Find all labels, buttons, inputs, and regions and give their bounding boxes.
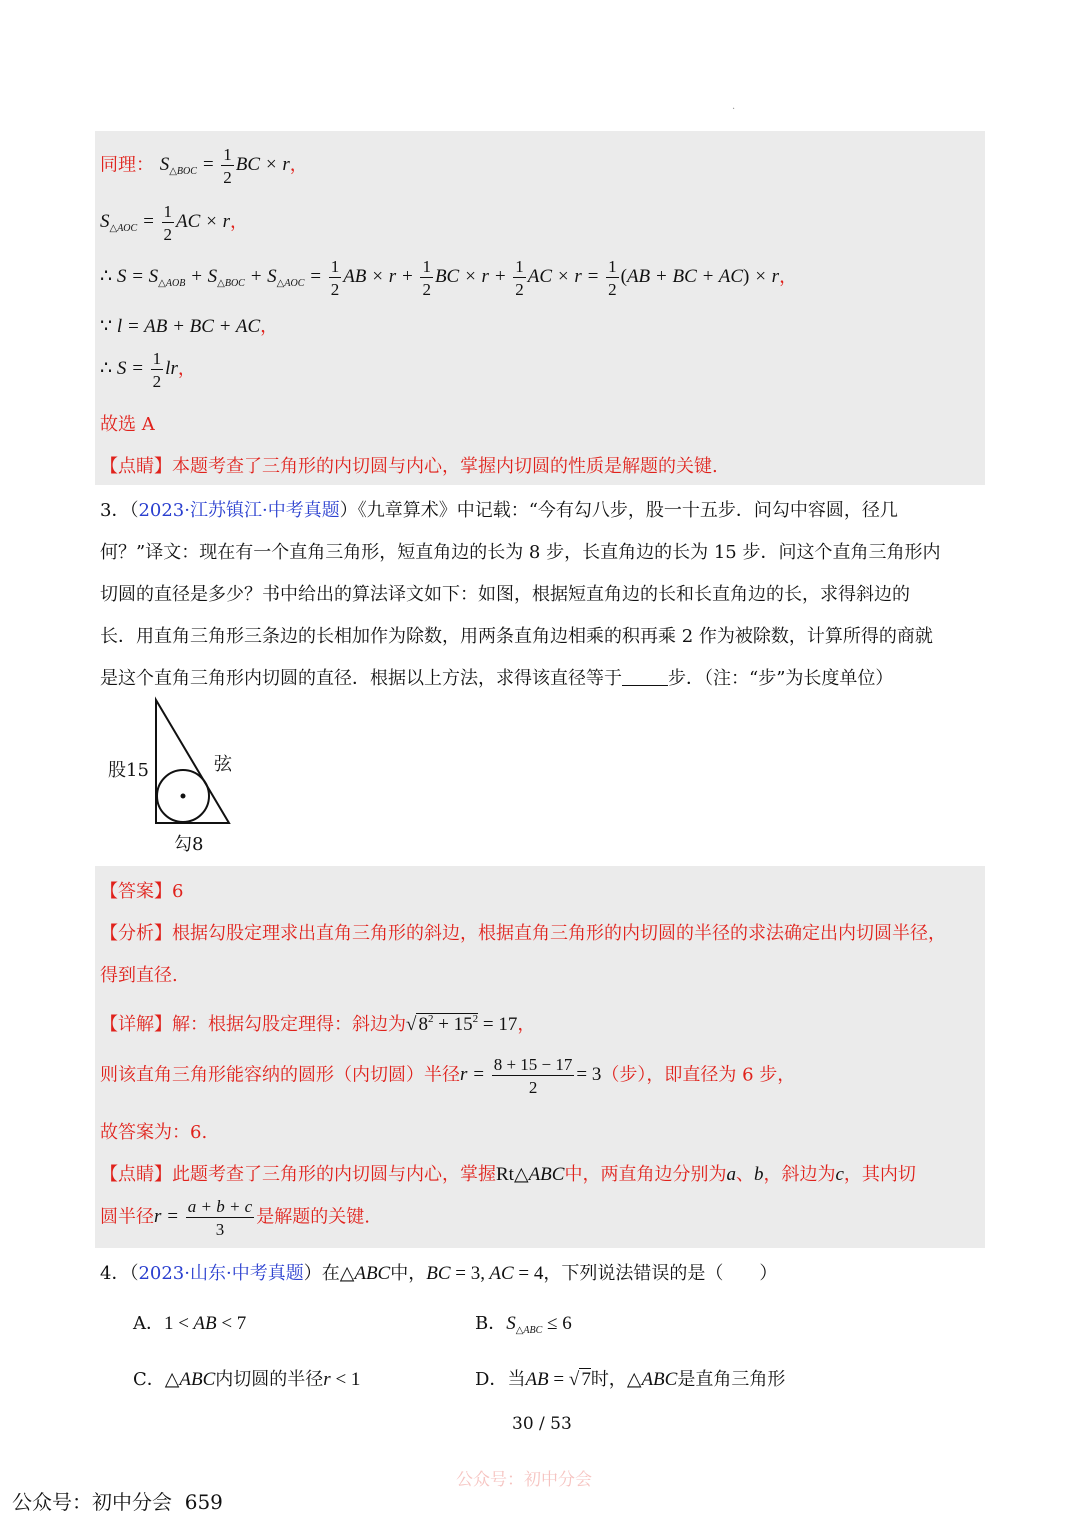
q3-line-3: 切圆的直径是多少？书中给出的算法译文如下：如图，根据短直角边的长和长直角边的长，求得斜边的 — [100, 584, 910, 605]
q4-option-c[interactable]: C．△ABC内切圆的半径r < 1 — [133, 1369, 361, 1390]
line-same-reason: 同理： $S_{\triangle BOC}$ = $\frac{1}{2}$ BC × r， — [100, 145, 308, 187]
hypotenuse-label: 弦 — [214, 754, 232, 775]
incircle-center — [181, 794, 186, 799]
q4-option-b[interactable]: B．$S_{\triangle ABC} \le 6$ — [475, 1313, 572, 1336]
triangle-figure — [100, 690, 260, 860]
analysis-line-1: 【分析】根据勾股定理求出直角三角形的斜边，根据直角三角形的内切圆的半径的求法确定出内切圆半径， — [100, 923, 946, 944]
detail-line-3: 故答案为：6. — [100, 1122, 208, 1143]
detail-line-2: 则该直角三角形能容纳的圆形（内切圆）半径r = $\frac{8 + 15 - 17}{2}$ = 3（步），即直径为 6 步， — [100, 1055, 796, 1097]
line-s-sum: ∴ $S = S_{\triangle AOB} + S_{\triangle BOC} + S_{\triangle AOC}$ = $\frac{1}{2}$ AB × r + $\frac{1}{2}$ BC × r + $\frac{1}{2}$ AC × r = $\frac{1}{2}$ (AB + BC + AC) × r， — [100, 257, 798, 299]
answer-blank — [622, 669, 668, 686]
watermark: 公众号：初中分会 — [456, 1470, 592, 1490]
answer-line: 【答案】6 — [100, 881, 184, 902]
base-label: 勾8 — [174, 834, 204, 855]
q3-line-4: 长．用直角三角形三条边的长相加作为除数，用两条直角边相乘的积再乘 2 作为被除数，计算所得的商就 — [100, 626, 933, 647]
page-number: 30 / 53 — [512, 1414, 572, 1434]
line-choose-a: 故选 A — [100, 414, 155, 435]
line-s-aoc: $S_{\triangle AOC}$ = $\frac{1}{2}$ AC × r， — [100, 202, 249, 244]
point-line-1: 【点睛】此题考查了三角形的内切圆与内心，掌握Rt△ABC中，两直角边分别为a、b，斜边为c，其内切 — [100, 1164, 916, 1185]
line-s-half-lr: ∴ S = $\frac{1}{2}$ lr， — [100, 349, 196, 391]
q4-option-a[interactable]: A．1 < AB < 7 — [133, 1313, 247, 1334]
line-point-1: 【点睛】本题考查了三角形的内切圆与内心，掌握内切圆的性质是解题的关键. — [100, 456, 718, 477]
q3-line-1: 3．（2023·江苏镇江·中考真题）《九章算术》中记载：“今有勾八步，股一十五步．问勾中容圆，径几 — [100, 500, 898, 521]
top-dot: · — [732, 104, 736, 115]
line-l-perimeter: ∵ l = AB + BC + AC， — [100, 316, 279, 337]
analysis-line-2: 得到直径. — [100, 965, 178, 986]
leg-label: 股15 — [108, 760, 149, 781]
q3-line-5: 是这个直角三角形内切圆的直径．根据以上方法，求得该直径等于 步．（注：“步”为长度单位） — [100, 668, 894, 689]
q3-line-2: 何？”译文：现在有一个直角三角形，短直角边的长为 8 步，长直角边的长为 15 步．问这个直角三角形内 — [100, 542, 941, 563]
account-footer: 公众号：初中分会 659 — [12, 1490, 223, 1514]
point-line-2: 圆半径r = $\frac{a + b + c}{3}$ 是解题的关键. — [100, 1197, 370, 1239]
q4-stem: 4．（2023·山东·中考真题）在△ABC中，BC = 3, AC = 4，下列说法错误的是（ ） — [100, 1263, 778, 1284]
detail-line-1: 【详解】解：根据勾股定理得：斜边为√ $8^2 + 15^2 = 17$， — [100, 1013, 536, 1035]
q4-option-d[interactable]: D．当AB = √ 7时，△ABC是直角三角形 — [475, 1369, 786, 1390]
